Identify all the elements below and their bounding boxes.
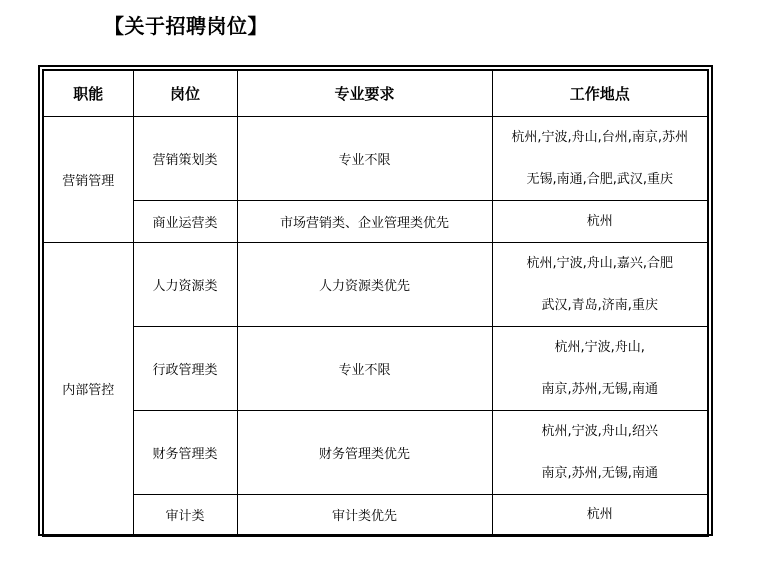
requirement-cell: 专业不限 xyxy=(237,116,492,200)
table-row xyxy=(43,116,708,200)
location-cell xyxy=(492,200,708,242)
location-line: 武汉,青岛,济南,重庆 xyxy=(541,297,658,313)
table-row xyxy=(43,242,708,326)
requirement-cell: 审计类优先 xyxy=(237,494,492,536)
jobs-table xyxy=(42,69,709,537)
location-line: 杭州,宁波,舟山,台州,南京,苏州 xyxy=(511,129,689,145)
location-cell xyxy=(492,494,708,536)
requirement-cell: 市场营销类、企业管理类优先 xyxy=(237,200,492,242)
header-requirement: 专业要求 xyxy=(237,70,492,116)
location-line: 杭州,宁波,舟山, xyxy=(554,339,645,355)
header-location: 工作地点 xyxy=(492,70,708,116)
location-cell xyxy=(492,242,708,326)
function-cell-marketing: 营销管理 xyxy=(43,116,133,242)
requirement-cell: 财务管理类优先 xyxy=(237,410,492,494)
position-cell: 财务管理类 xyxy=(133,410,237,494)
location-cell xyxy=(492,116,708,200)
requirement-cell: 专业不限 xyxy=(237,326,492,410)
requirement-cell: 人力资源类优先 xyxy=(237,242,492,326)
function-cell-internal-control: 内部管控 xyxy=(43,242,133,536)
location-line: 杭州,宁波,舟山,绍兴 xyxy=(541,423,658,439)
location-line: 杭州 xyxy=(586,213,613,229)
location-cell xyxy=(492,326,708,410)
location-cell xyxy=(492,410,708,494)
page-title: 【关于招聘岗位】 xyxy=(104,14,268,38)
table-row xyxy=(43,410,708,494)
position-cell: 行政管理类 xyxy=(133,326,237,410)
table-row xyxy=(43,326,708,410)
table-row xyxy=(43,200,708,242)
location-line: 南京,苏州,无锡,南通 xyxy=(541,465,658,481)
position-cell: 商业运营类 xyxy=(133,200,237,242)
location-line: 无锡,南通,合肥,武汉,重庆 xyxy=(526,171,674,187)
jobs-table-frame xyxy=(38,65,713,536)
header-position: 岗位 xyxy=(133,70,237,116)
position-cell: 营销策划类 xyxy=(133,116,237,200)
header-row xyxy=(43,70,708,116)
location-line: 杭州 xyxy=(586,507,613,523)
position-cell: 人力资源类 xyxy=(133,242,237,326)
location-line: 杭州,宁波,舟山,嘉兴,合肥 xyxy=(526,255,674,271)
table-row xyxy=(43,494,708,536)
position-cell: 审计类 xyxy=(133,494,237,536)
location-line: 南京,苏州,无锡,南通 xyxy=(541,381,658,397)
header-function: 职能 xyxy=(43,70,133,116)
